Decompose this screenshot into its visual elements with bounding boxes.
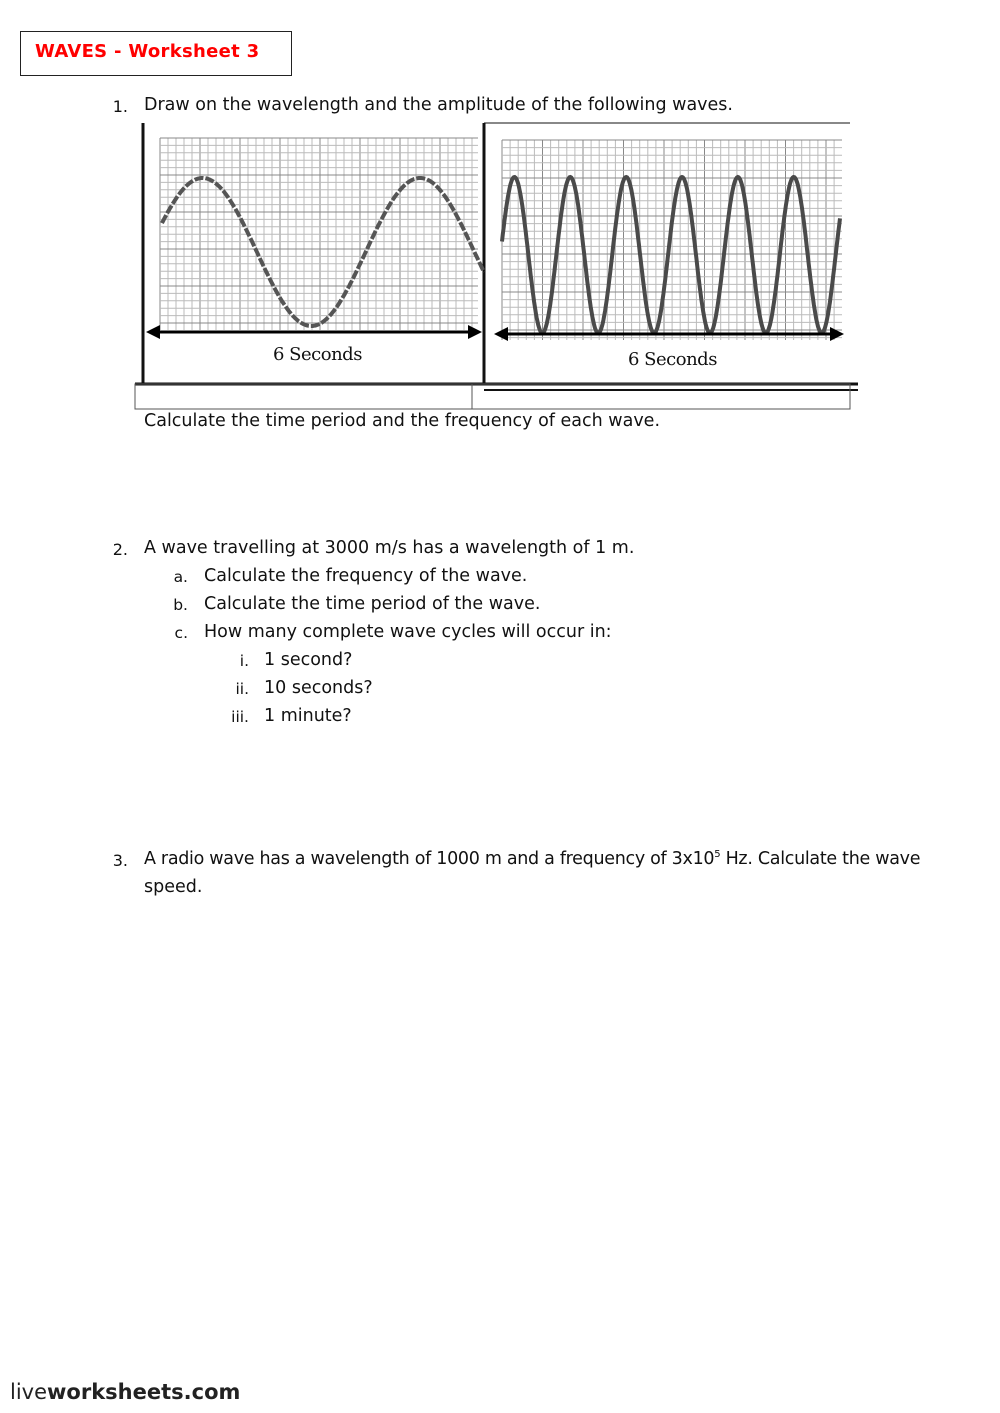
q2-number: 2.	[112, 540, 128, 559]
q2ci-text: 1 second?	[264, 650, 353, 670]
q2ciii-marker: iii.	[231, 708, 249, 726]
brand-bold: worksheets.com	[47, 1380, 241, 1404]
q1-number: 1.	[112, 97, 128, 116]
left-time-label: 6 Seconds	[273, 344, 362, 365]
q2-text: A wave travelling at 3000 m/s has a wavelength of 1 m.	[144, 538, 635, 558]
q2cii-text: 10 seconds?	[264, 678, 373, 698]
q2a-text: Calculate the frequency of the wave.	[204, 566, 528, 586]
left-grid	[160, 138, 478, 330]
footer-brand	[10, 1380, 240, 1404]
answer-box	[135, 384, 850, 409]
q2a-marker: a.	[173, 568, 188, 586]
left-wave	[162, 178, 484, 326]
q3-text-line2: speed.	[144, 877, 203, 897]
q2ci-marker: i.	[239, 652, 249, 670]
q3-text-part2: Hz. Calculate the wave	[720, 849, 921, 869]
wave-diagrams	[130, 118, 860, 413]
q1-text: Draw on the wavelength and the amplitude of the following waves.	[144, 95, 733, 115]
q3-number: 3.	[112, 851, 128, 870]
q2ciii-text: 1 minute?	[264, 706, 352, 726]
q2c-marker: c.	[174, 624, 188, 642]
worksheet-title: WAVES - Worksheet 3	[35, 41, 260, 62]
q3-text-part1: A radio wave has a wavelength of 1000 m and a frequency of 3x10	[144, 849, 715, 869]
q1-followup: Calculate the time period and the frequency of each wave.	[144, 411, 661, 431]
brand-light: live	[10, 1380, 48, 1404]
q2c-text: How many complete wave cycles will occur in:	[204, 622, 612, 642]
q3-text	[144, 849, 920, 869]
q2cii-marker: ii.	[235, 680, 249, 698]
right-grid	[502, 140, 842, 340]
q2b-text: Calculate the time period of the wave.	[204, 594, 541, 614]
q2b-marker: b.	[173, 596, 188, 614]
right-time-label: 6 Seconds	[628, 349, 717, 370]
worksheet-title-box	[20, 31, 292, 76]
wave-diagrams-svg	[130, 118, 860, 413]
q3-exponent: 5	[714, 849, 721, 860]
